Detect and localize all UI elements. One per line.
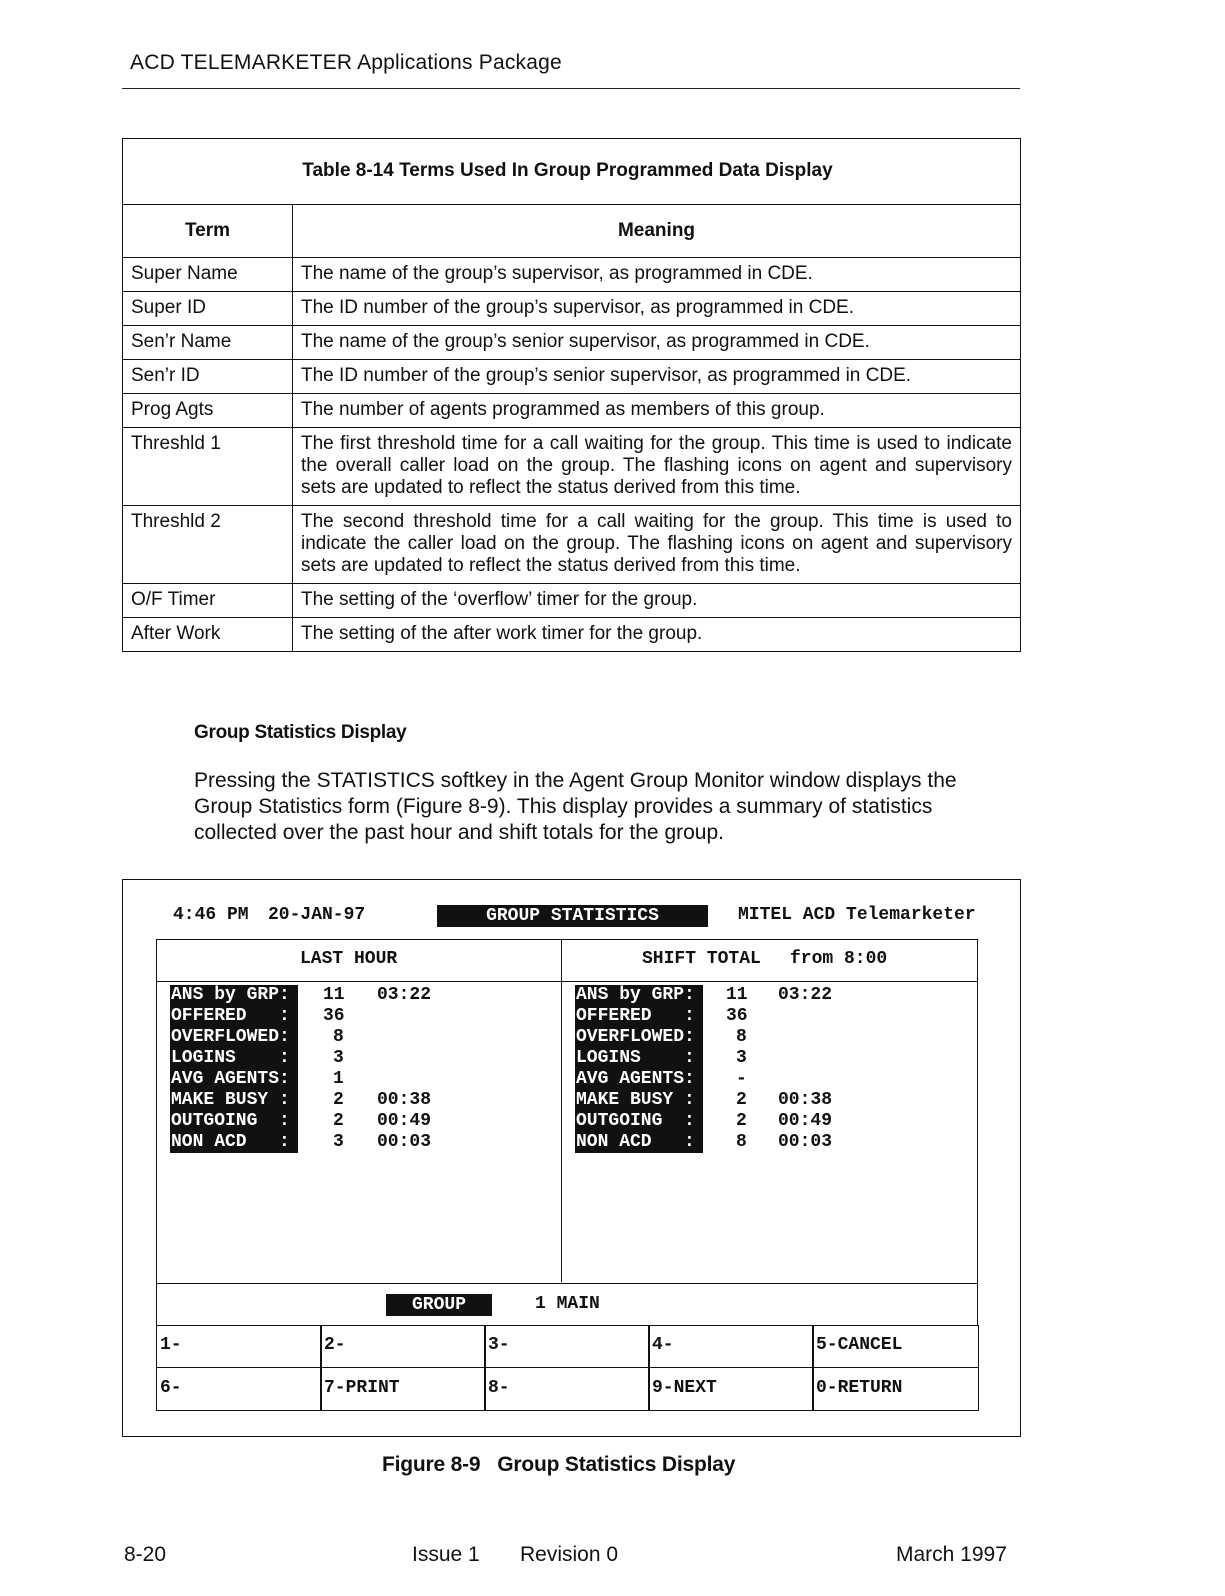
group-name: 1 MAIN: [535, 1294, 600, 1314]
stat-value: 11: [726, 985, 748, 1005]
screen-date: 20-JAN-97: [268, 905, 366, 925]
screen-brand: MITEL ACD Telemarketer: [738, 905, 976, 925]
table-row: [123, 326, 1021, 360]
shift-start-time: from 8:00: [790, 949, 888, 969]
column-header-meaning: Meaning: [293, 205, 1021, 258]
meaning-cell: The setting of the ‘overflow’ timer for the group.: [293, 584, 1021, 618]
group-label: GROUP: [386, 1294, 492, 1316]
stat-label: LOGINS :: [170, 1048, 298, 1069]
footer-page-number: 8-20: [124, 1543, 167, 1566]
meaning-cell: The number of agents programmed as members of this group.: [293, 394, 1021, 428]
term-cell: Super ID: [123, 292, 293, 326]
stat-time: 00:49: [377, 1111, 432, 1131]
screen-title: GROUP STATISTICS: [437, 905, 708, 927]
shift-total-header: SHIFT TOTAL: [642, 949, 761, 969]
footer-date: March 1997: [896, 1543, 1007, 1566]
stat-time: 00:49: [778, 1111, 833, 1131]
last-hour-header: LAST HOUR: [300, 949, 398, 969]
meaning-cell: The second threshold time for a call waiting for the group. This time is used to indicate the caller load on the group. The flashing icons on agent and supervisory sets are updated to reflect the status derived from this time.: [293, 506, 1021, 584]
term-cell: After Work: [123, 618, 293, 652]
stat-value: 8: [333, 1027, 344, 1047]
meaning-cell: The name of the group’s supervisor, as programmed in CDE.: [293, 258, 1021, 292]
softkey-2[interactable]: 2-: [320, 1325, 486, 1368]
softkey-return[interactable]: 0-RETURN: [812, 1368, 979, 1411]
stat-label: NON ACD :: [575, 1132, 703, 1153]
term-cell: O/F Timer: [123, 584, 293, 618]
body-paragraph: Pressing the STATISTICS softkey in the Agent Group Monitor window displays the Group Statistics form (Figure 8-9). This display provides a summary of statistics collected over the past hour and shift totals for the group.: [194, 769, 957, 844]
stat-time: 03:22: [377, 985, 432, 1005]
stat-label: ANS by GRP:: [170, 985, 298, 1006]
stat-label: OVERFLOWED:: [575, 1027, 703, 1048]
meaning-cell: The ID number of the group’s senior supervisor, as programmed in CDE.: [293, 360, 1021, 394]
stat-label: OFFERED :: [575, 1006, 703, 1027]
page-header-title: ACD TELEMARKETER Applications Package: [130, 51, 562, 74]
term-cell: Super Name: [123, 258, 293, 292]
section-heading: Group Statistics Display: [194, 722, 407, 743]
table-row: [123, 360, 1021, 394]
term-cell: Threshld 2: [123, 506, 293, 584]
stat-value: 1: [333, 1069, 344, 1089]
stat-label: NON ACD :: [170, 1132, 298, 1153]
softkey-4[interactable]: 4-: [648, 1325, 814, 1368]
stat-label: OVERFLOWED:: [170, 1027, 298, 1048]
panel-divider: [561, 940, 562, 1282]
softkey-8[interactable]: 8-: [484, 1368, 650, 1411]
stat-label: OFFERED :: [170, 1006, 298, 1027]
term-cell: Sen’r Name: [123, 326, 293, 360]
panel-header-rule: [157, 981, 977, 982]
stat-label: OUTGOING :: [170, 1111, 298, 1132]
stat-label: ANS by GRP:: [575, 985, 703, 1006]
stat-value: 3: [333, 1132, 344, 1152]
meaning-cell: The name of the group’s senior supervisor, as programmed in CDE.: [293, 326, 1021, 360]
stat-value: 8: [736, 1027, 747, 1047]
header-rule: [122, 88, 1020, 89]
terms-table: [122, 138, 1021, 652]
stat-label: AVG AGENTS:: [575, 1069, 703, 1090]
footer-revision: Revision 0: [520, 1543, 619, 1566]
stat-time: 00:03: [377, 1132, 432, 1152]
meaning-cell: The first threshold time for a call waiting for the group. This time is used to indicate the overall caller load on the group. The flashing icons on agent and supervisory sets are updated to reflect the status derived from this time.: [293, 428, 1021, 506]
table-row: [123, 258, 1021, 292]
stat-label: MAKE BUSY :: [575, 1090, 703, 1111]
stat-label: AVG AGENTS:: [170, 1069, 298, 1090]
stat-label: MAKE BUSY :: [170, 1090, 298, 1111]
softkey-3[interactable]: 3-: [484, 1325, 650, 1368]
term-cell: Sen’r ID: [123, 360, 293, 394]
stat-label: LOGINS :: [575, 1048, 703, 1069]
stat-time: 00:38: [778, 1090, 833, 1110]
table-row: [123, 618, 1021, 652]
stat-value: 36: [726, 1006, 748, 1026]
meaning-cell: The ID number of the group’s supervisor, as programmed in CDE.: [293, 292, 1021, 326]
stat-value: 3: [333, 1048, 344, 1068]
stat-value: 2: [333, 1111, 344, 1131]
stat-value: 11: [323, 985, 345, 1005]
table-row: [123, 394, 1021, 428]
figure-caption: Figure 8-9 Group Statistics Display: [382, 1453, 736, 1476]
stat-value: 2: [736, 1111, 747, 1131]
softkey-print[interactable]: 7-PRINT: [320, 1368, 486, 1411]
stat-value: 3: [736, 1048, 747, 1068]
table-caption: Table 8-14 Terms Used In Group Programmed Data Display: [123, 139, 1021, 205]
stat-value: 36: [323, 1006, 345, 1026]
table-row: [123, 428, 1021, 506]
table-row: [123, 292, 1021, 326]
meaning-cell: The setting of the after work timer for the group.: [293, 618, 1021, 652]
stat-time: 03:22: [778, 985, 833, 1005]
table-row: [123, 584, 1021, 618]
stat-value: 2: [333, 1090, 344, 1110]
stat-value: 8: [736, 1132, 747, 1152]
column-header-term: Term: [123, 205, 293, 258]
screen-time: 4:46 PM: [173, 905, 249, 925]
stat-label: OUTGOING :: [575, 1111, 703, 1132]
stat-time: 00:03: [778, 1132, 833, 1152]
softkey-1[interactable]: 1-: [156, 1325, 322, 1368]
term-cell: Prog Agts: [123, 394, 293, 428]
term-cell: Threshld 1: [123, 428, 293, 506]
softkey-cancel[interactable]: 5-CANCEL: [812, 1325, 979, 1368]
stat-value: 2: [736, 1090, 747, 1110]
stat-time: 00:38: [377, 1090, 432, 1110]
stat-value: -: [736, 1069, 747, 1089]
footer-issue: Issue 1: [412, 1543, 480, 1566]
softkey-next[interactable]: 9-NEXT: [648, 1368, 814, 1411]
table-row: [123, 506, 1021, 584]
softkey-6[interactable]: 6-: [156, 1368, 322, 1411]
